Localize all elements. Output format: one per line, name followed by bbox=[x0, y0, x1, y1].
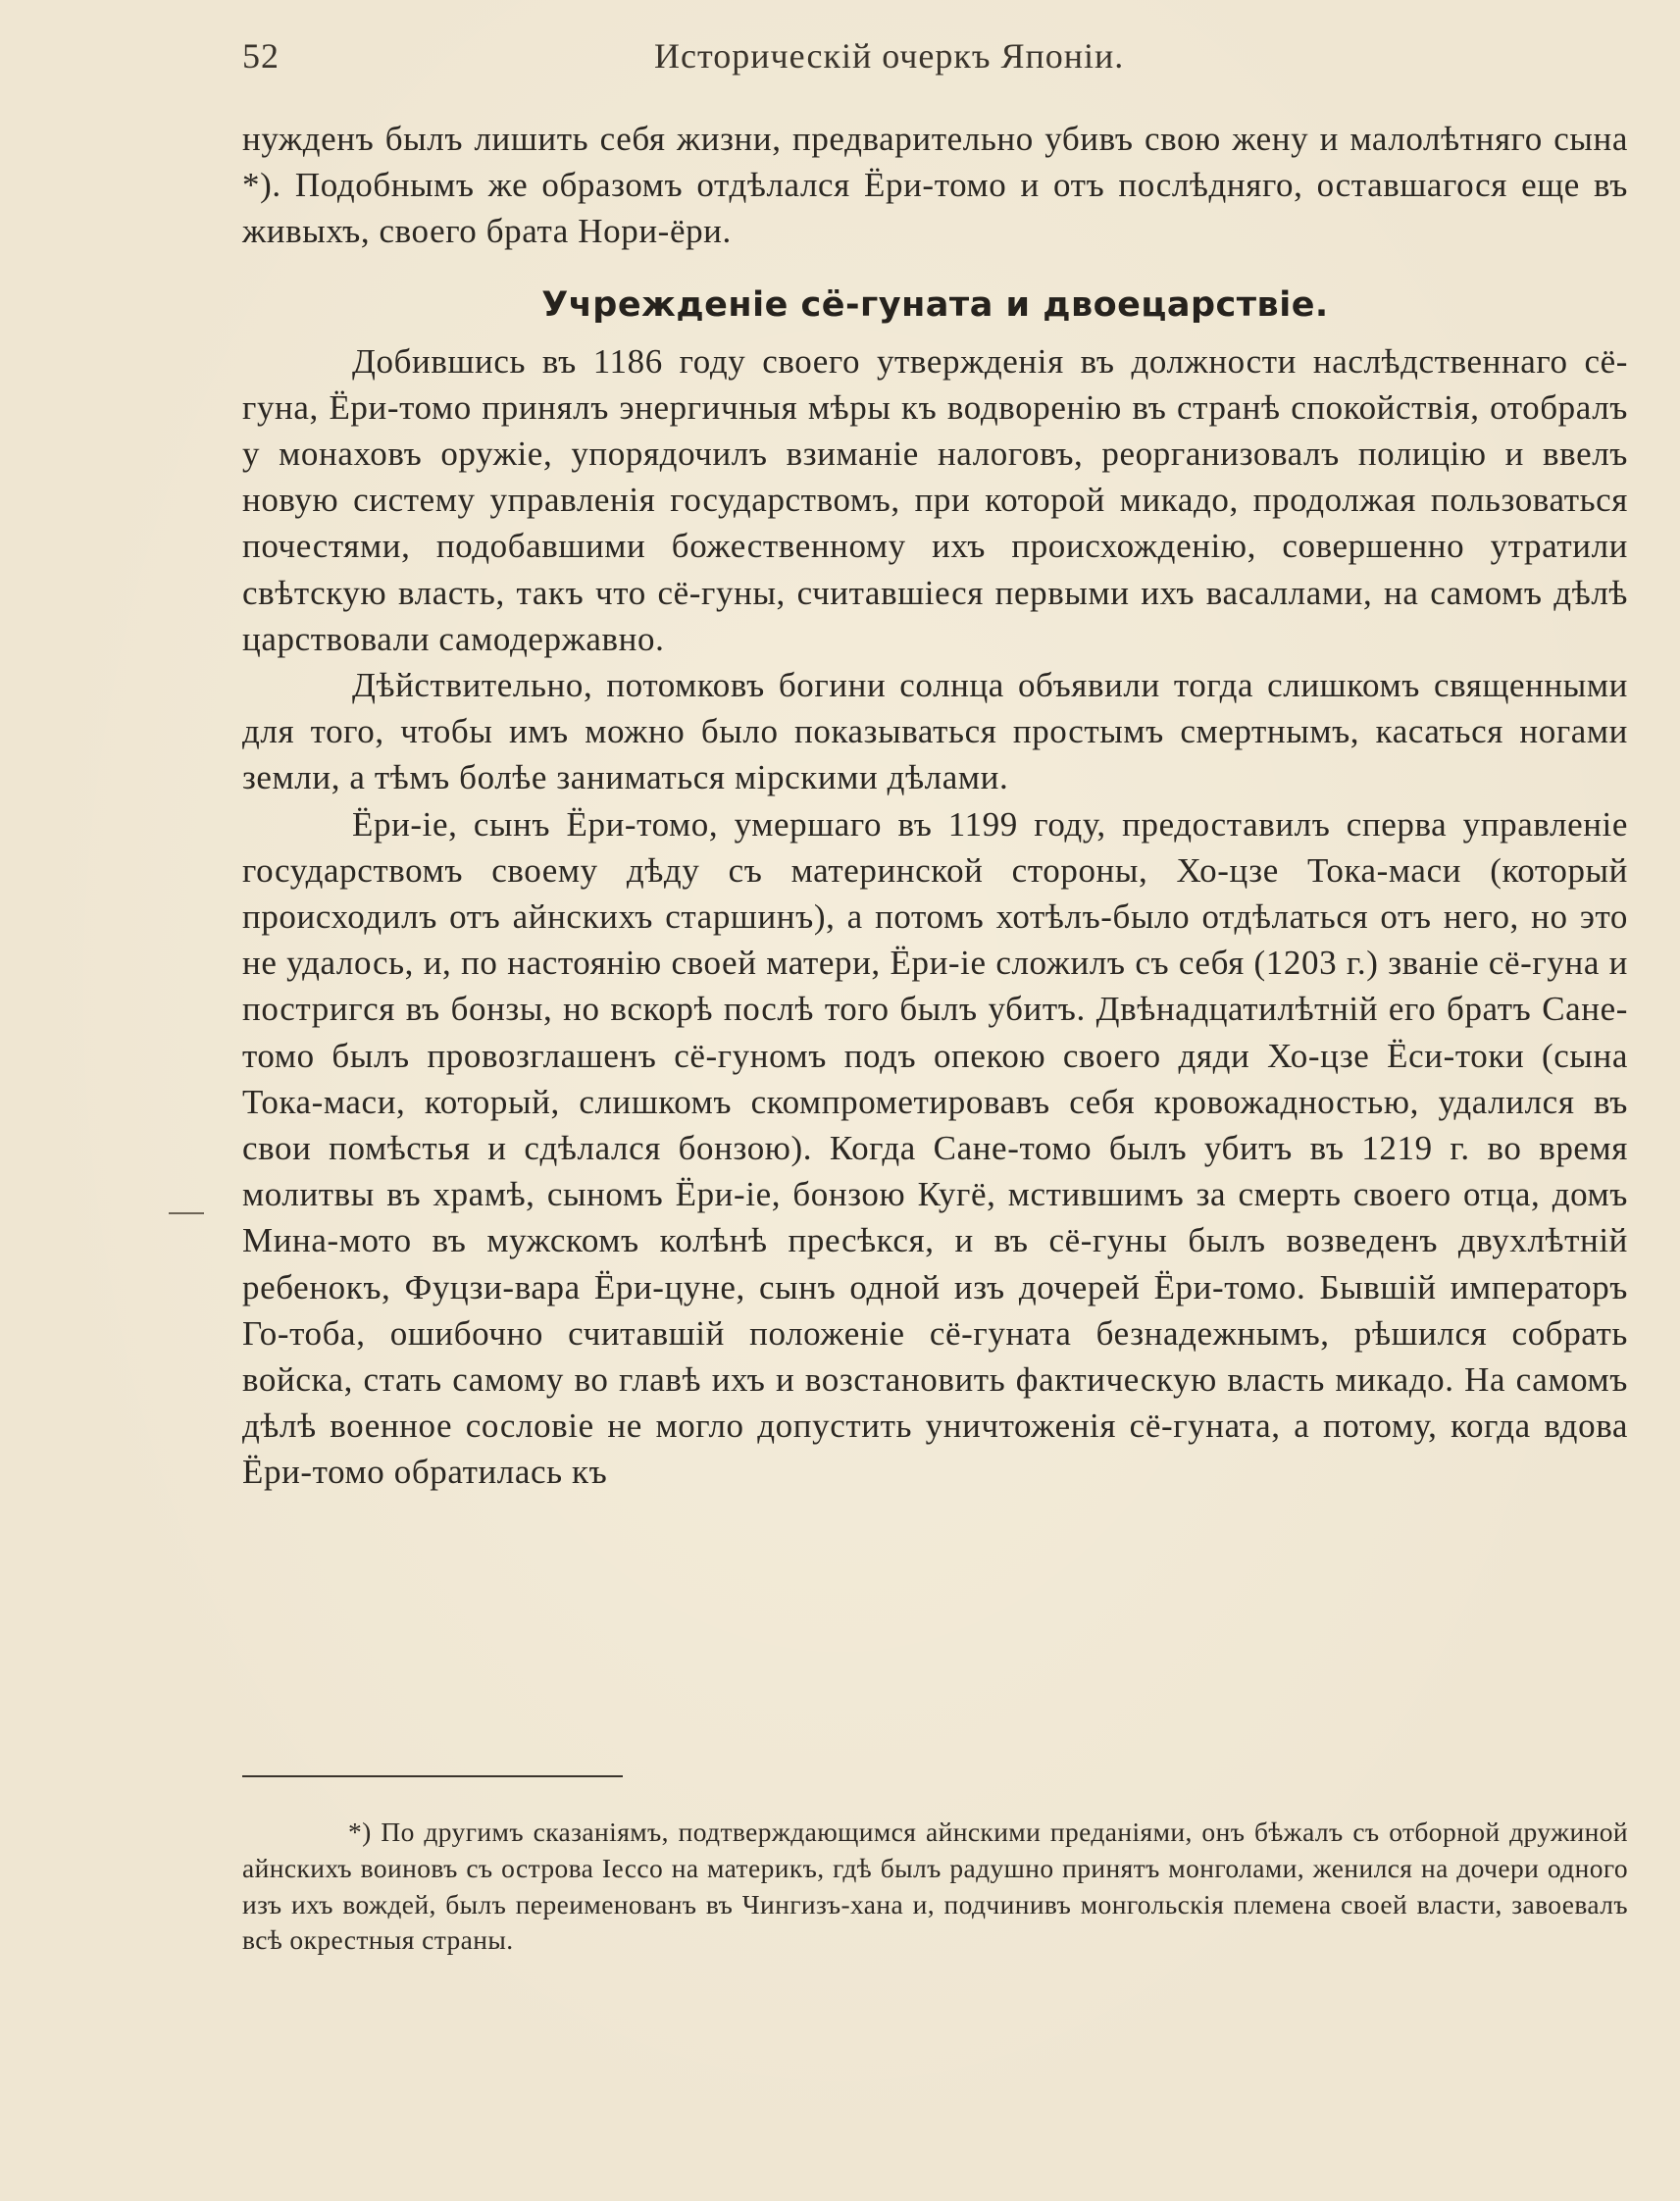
footnote: *) По другимъ сказаніямъ, подтверждающимся айнскими преданіями, онъ бѣжалъ съ отборной дружиной айнскихъ воиновъ съ острова Іессо на материкъ, гдѣ былъ радушно принятъ монголами, женился на дочери одного изъ ихъ вождей, былъ переименованъ въ Чингизъ-хана и, подчинивъ монгольскія племена своей власти, завоевалъ всѣ окрестныя страны. bbox=[242, 1817, 1628, 1956]
margin-mark bbox=[169, 1212, 204, 1214]
running-title: Историческій очеркъ Японіи. bbox=[654, 36, 1125, 76]
paragraph: Ёри-іе, сынъ Ёри-томо, умершаго въ 1199 году, предоставилъ сперва управленіе государствомъ своему дѣду съ материнской стороны, Хо-цзе Тока-маси (который происходилъ отъ айнскихъ старшинъ), а потомъ хотѣлъ-было отдѣлаться отъ него, но это не удалось, и, по настоянію своей матери, Ёри-іе сложилъ съ себя (1203 г.) званіе сё-гуна и постригся въ бонзы, но вскорѣ послѣ того былъ убитъ. Двѣнадцатилѣтній его братъ Сане-томо былъ провозглашенъ сё-гуномъ подъ опекою своего дяди Хо-цзе Ёси-токи (сына Тока-маси, который, слишкомъ скомпрометировавъ себя кровожадностью, удалился въ свои помѣстья и сдѣлался бонзою). Когда Сане-томо былъ убитъ въ 1219 г. во время молитвы въ храмѣ, сыномъ Ёри-іе, бонзою Кугё, мстившимъ за смерть своего отца, домъ Мина-мото въ мужскомъ колѣнѣ пресѣкся, и въ сё-гуны былъ возведенъ двухлѣтній ребенокъ, Фуцзи-вара Ёри-цуне, сынъ одной изъ дочерей Ёри-томо. Бывшій императоръ Го-тоба, ошибочно считавшій положеніе сё-гуната безнадежнымъ, рѣшился собрать войска, стать самому во главѣ ихъ и возстановить фактическую власть микадо. На самомъ дѣлѣ военное сословіе не могло допустить уничтоженія сё-гуната, а потому, когда вдова Ёри-томо обратилась къ bbox=[242, 804, 1628, 1492]
page-number: 52 bbox=[242, 36, 280, 76]
running-head bbox=[242, 35, 1628, 84]
paragraph: Добившись въ 1186 году своего утвержденія въ должности наслѣдственнаго сё-гуна, Ёри-томо принялъ энергичныя мѣры къ водворенію въ странѣ спокойствія, отобралъ у монаховъ оружіе, упорядочилъ взиманіе налоговъ, реорганизовалъ полицію и ввелъ новую систему управленія государствомъ, при которой микадо, продолжая пользоваться почестями, подобавшими божественному ихъ происхожденію, совершенно утратили свѣтскую власть, такъ что сё-гуны, считавшіеся первыми ихъ васаллами, на самомъ дѣлѣ царствовали самодержавно. bbox=[242, 341, 1628, 658]
footnote-rule bbox=[242, 1775, 623, 1777]
section-heading: Учрежденіе сё-гуната и двоецарствіе. bbox=[541, 284, 1329, 325]
continuation-paragraph: нужденъ былъ лишить себя жизни, предварительно убивъ свою жену и малолѣтняго сына *). Подобнымъ же образомъ отдѣлался Ёри-томо и отъ послѣдняго, оставшагося еще въ живыхъ, своего брата Нори-ёри. bbox=[242, 120, 1628, 251]
paragraph: Дѣйствительно, потомковъ богини солнца объявили тогда слишкомъ священными для того, чтобы имъ можно было показываться простымъ смертнымъ, касаться ногами земли, а тѣмъ болѣе заниматься мірскими дѣлами. bbox=[242, 666, 1628, 797]
main-text bbox=[242, 116, 1628, 1496]
